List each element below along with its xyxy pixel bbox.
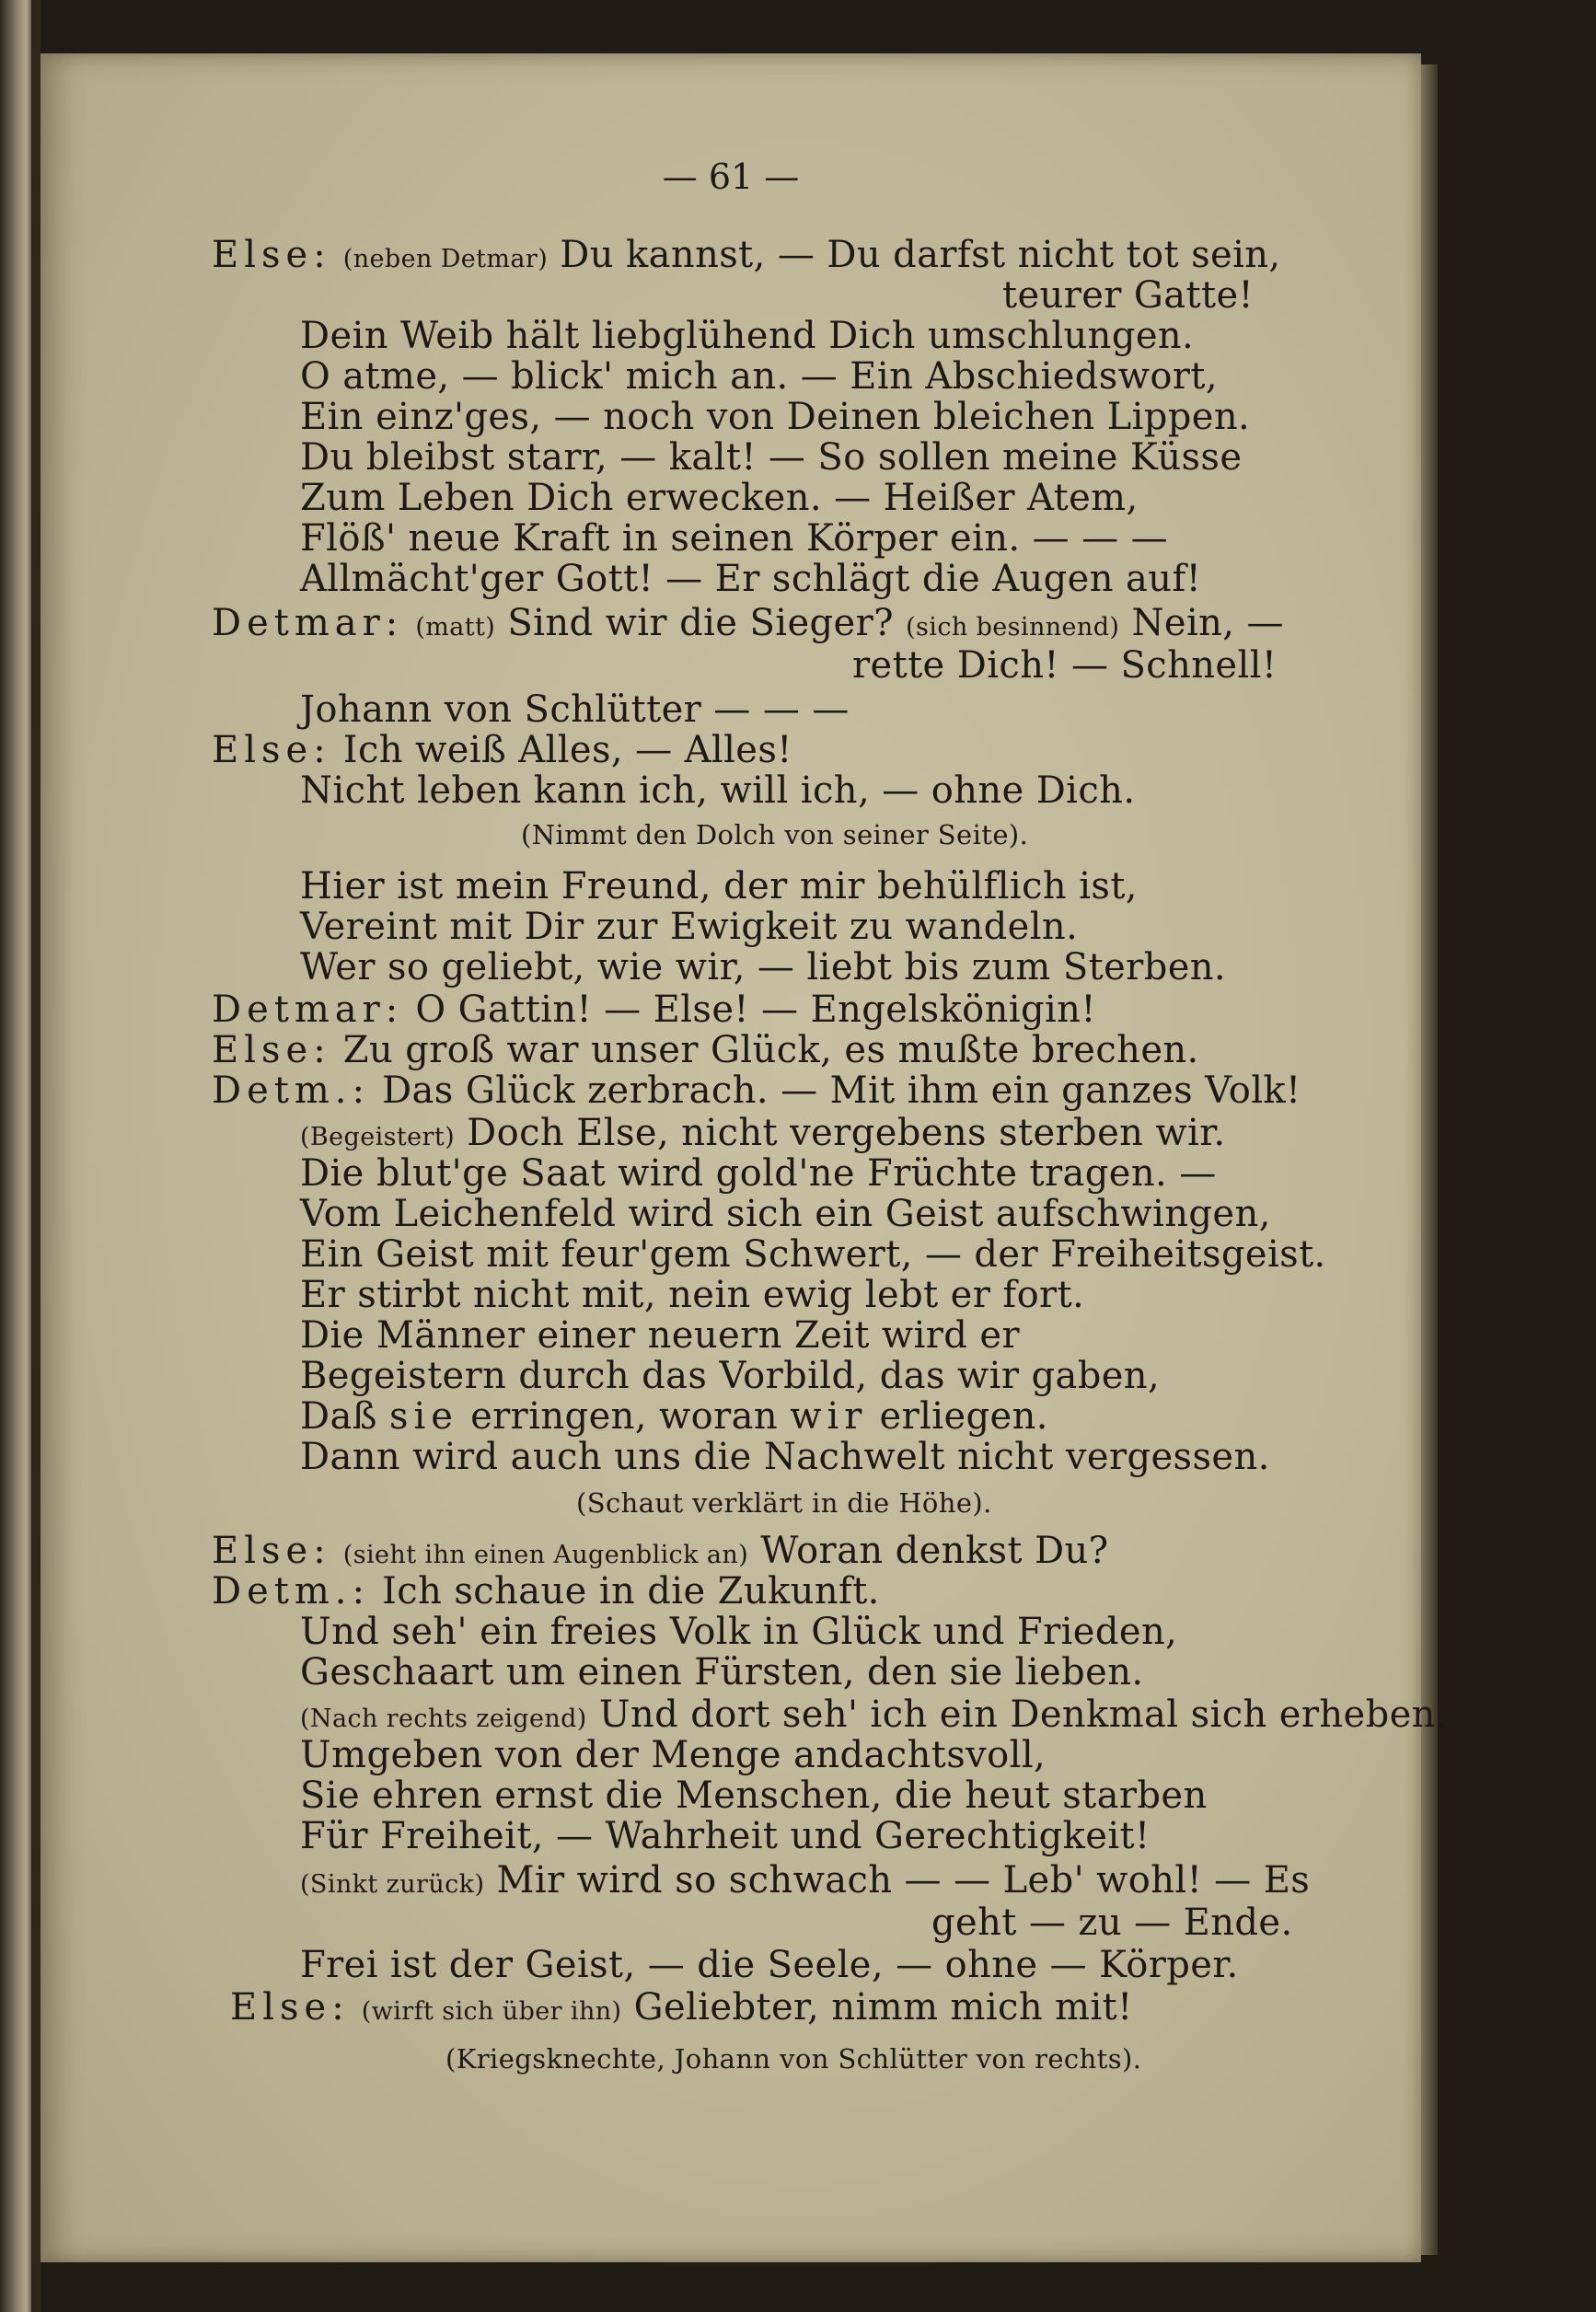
line-text: Sind wir die Sieger? (507, 602, 894, 644)
line-text: Die Männer einer neuern Zeit wird er (300, 1314, 1020, 1357)
line-text: Woran denkst Du? (760, 1530, 1109, 1572)
line-text: Ich schaue in die Zukunft. (382, 1570, 880, 1613)
stage-direction: (Kriegsknechte, Johann von Schlütter von rechts). (445, 2043, 1142, 2075)
line-text: erliegen. (879, 1395, 1048, 1438)
text-line (300, 558, 1201, 600)
text-line (300, 946, 1226, 988)
text-line (300, 865, 1138, 907)
speaker-name: Else: (212, 1530, 331, 1572)
line-text: Dann wird auch uns die Nachwelt nicht vergessen. (300, 1436, 1270, 1478)
line-text: Er stirbt nicht mit, nein ewig lebt er fort. (300, 1274, 1085, 1316)
line-text: Wer so geliebt, wie wir, — liebt bis zum Sterben. (300, 946, 1227, 988)
line-text: Nein, — (1131, 602, 1284, 644)
line-text: Du kannst, — Du darfst nicht tot sein, (560, 234, 1281, 276)
text-line (300, 1233, 1326, 1276)
text-line (300, 688, 850, 731)
speaker-name: Else: (230, 1986, 350, 2029)
emphasized-word: wir (790, 1395, 868, 1438)
page-number: — 61 — (662, 156, 800, 197)
stage-direction: (sich besinnend) (906, 613, 1120, 642)
line-text: teurer Gatte! (1002, 274, 1255, 317)
line-text: Die blut'ge Saat wird gold'ne Früchte tragen. — (300, 1152, 1217, 1195)
line-text: Geliebter, nimm mich mit! (633, 1986, 1133, 2029)
line-text: erringen, woran (470, 1395, 779, 1438)
text-line (300, 1734, 1046, 1776)
line-text: Für Freiheit, — Wahrheit und Gerechtigkeit! (300, 1815, 1151, 1857)
book-page (40, 53, 1448, 2262)
emphasized-word: sie (388, 1395, 458, 1438)
line-text: Vom Leichenfeld wird sich ein Geist aufschwingen, (300, 1193, 1271, 1235)
text-line (300, 1815, 1150, 1857)
line-text: O Gattin! — Else! — Engelskönigin! (415, 988, 1096, 1031)
line-text: Sie ehren ernst die Menschen, die heut starben (300, 1774, 1208, 1817)
stage-direction: (sieht ihn einen Augenblick an) (342, 1541, 749, 1569)
text-line (300, 1274, 1084, 1316)
text-line (300, 1193, 1271, 1235)
text-line (212, 1069, 1301, 1112)
stage-direction-line (445, 2038, 1141, 2080)
line-text: Doch Else, nicht vergebens sterben wir. (467, 1112, 1226, 1154)
text-line (212, 1029, 1199, 1071)
line-text: Hier ist mein Freund, der mir behülflich ist, (300, 865, 1138, 907)
page-text (40, 53, 1448, 2262)
line-text: Mir wird so schwach — — Leb' wohl! — Es (496, 1859, 1311, 1902)
line-text: Johann von Schlütter — — — (300, 688, 850, 731)
stage-direction: (Sinkt zurück) (300, 1870, 485, 1899)
speaker-name: Detm.: (212, 1570, 370, 1613)
stage-direction: (Nimmt den Dolch von seiner Seite). (521, 819, 1029, 850)
text-line (300, 517, 1168, 560)
text-line (300, 1611, 1177, 1653)
line-text: Frei ist der Geist, — die Seele, — ohne — Körper. (300, 1944, 1239, 1986)
text-line (300, 1436, 1270, 1478)
stage-direction-line (576, 1482, 992, 1524)
line-text: Und seh' ein freies Volk in Glück und Frieden, (300, 1611, 1178, 1653)
line-text: Umgeben von der Menge andachtsvoll, (300, 1734, 1047, 1776)
line-text: Ein Geist mit feur'gem Schwert, — der Freiheitsgeist. (300, 1233, 1326, 1276)
text-line (300, 477, 1139, 519)
line-text: Das Glück zerbrach. — Mit ihm ein ganzes Volk! (382, 1069, 1301, 1112)
stage-direction: (matt) (415, 613, 496, 642)
speaker-name: Else: (212, 1029, 331, 1071)
text-line (300, 436, 1242, 479)
line-text: Begeistern durch das Vorbild, das wir gaben, (300, 1355, 1161, 1397)
line-text: Vereint mit Dir zur Ewigkeit zu wandeln. (300, 906, 1079, 948)
stage-direction-line (521, 814, 1028, 856)
line-text: Dein Weib hält liebglühend Dich umschlungen. (300, 315, 1195, 357)
text-line (300, 1395, 1048, 1438)
speaker-name: Else: (212, 234, 331, 276)
text-line (300, 1314, 1020, 1357)
text-line (230, 1986, 1133, 2033)
book-gutter (31, 0, 40, 2312)
stage-direction: (Begeistert) (300, 1123, 456, 1151)
line-text: Allmächt'ger Gott! — Er schlägt die Augen auf! (300, 558, 1202, 600)
line-text: Und dort seh' ich ein Denkmal sich erheben. (598, 1694, 1448, 1736)
text-line (300, 396, 1250, 438)
line-text: O atme, — blick' mich an. — Ein Abschiedswort, (300, 355, 1218, 398)
text-line (300, 1859, 1310, 1906)
text-line (1002, 274, 1254, 317)
line-text: Geschaart um einen Fürsten, den sie lieben. (300, 1651, 1144, 1694)
text-line (300, 1651, 1143, 1694)
text-line (300, 1944, 1239, 1986)
line-text: Nicht leben kann ich, will ich, — ohne Dich. (300, 769, 1136, 812)
speaker-name: Detmar: (212, 988, 404, 1031)
stage-direction: (wirft sich über ihn) (361, 1997, 622, 2026)
line-text: Ich weiß Alles, — Alles! (342, 729, 792, 771)
text-line (852, 644, 1277, 687)
line-text: Zu groß war unser Glück, es mußte brechen. (342, 1029, 1199, 1071)
line-text: Zum Leben Dich erwecken. — Heißer Atem, (300, 477, 1139, 519)
text-line (212, 1570, 880, 1613)
line-text: Daß (300, 1395, 377, 1438)
text-line (300, 769, 1135, 812)
stage-direction: (Nach rechts zeigend) (300, 1705, 587, 1733)
text-line (931, 1902, 1293, 1944)
speaker-name: Else: (212, 729, 331, 771)
line-text: Du bleibst starr, — kalt! — So sollen meine Küsse (300, 436, 1243, 479)
stage-direction: (Schaut verklärt in die Höhe). (576, 1487, 992, 1519)
line-text: Flöß' neue Kraft in seinen Körper ein. — — — (300, 517, 1169, 560)
text-line (300, 1355, 1160, 1397)
text-line (212, 988, 1096, 1031)
text-line (300, 315, 1194, 357)
line-text: Ein einz'ges, — noch von Deinen bleichen Lippen. (300, 396, 1251, 438)
line-text: geht — zu — Ende. (931, 1902, 1293, 1944)
stage-direction: (neben Detmar) (342, 245, 549, 273)
text-line (212, 602, 1284, 649)
text-line (212, 729, 792, 771)
text-line (300, 1152, 1217, 1195)
speaker-name: Detmar: (212, 602, 404, 644)
text-line (300, 1774, 1208, 1817)
previous-page-edge (0, 0, 31, 2312)
text-line (300, 355, 1218, 398)
speaker-name: Detm.: (212, 1069, 370, 1112)
text-line (300, 906, 1078, 948)
line-text: rette Dich! — Schnell! (852, 644, 1278, 687)
